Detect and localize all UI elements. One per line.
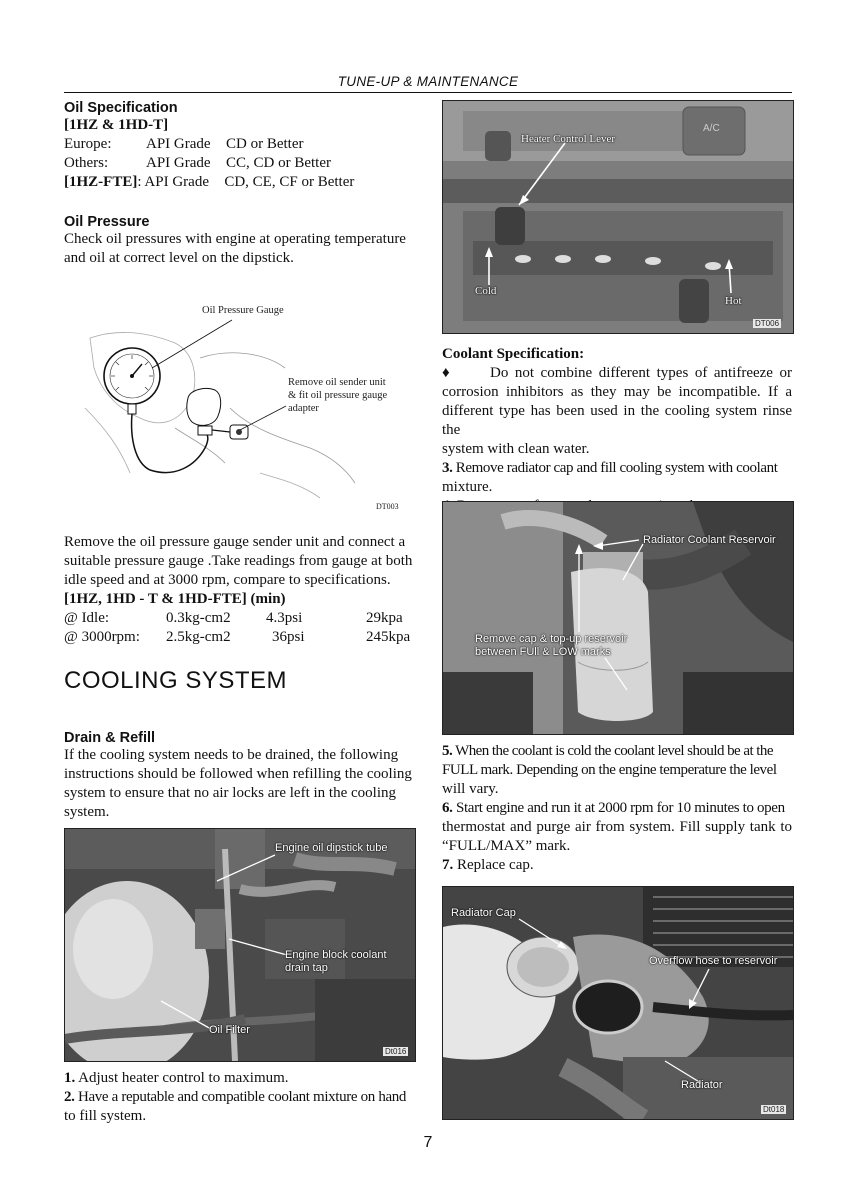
oil-spec-grade: API Grade [146, 136, 211, 152]
step-number: 5. [442, 743, 453, 759]
text-line: thermostat and purge air from system. Fill supply tank to [442, 819, 792, 835]
step-number: 2. [64, 1089, 75, 1105]
pressure-kpa: 245kpa [366, 629, 411, 645]
text-line: instructions should be followed when refilling the cooling [64, 766, 412, 782]
heater-control-photo [442, 100, 794, 334]
coolant-spec-section [442, 345, 792, 516]
step-number: 3. [442, 460, 453, 476]
oil-spec-grade: : API Grade [137, 174, 209, 190]
text-line: and oil at correct level on the dipstick. [64, 250, 294, 266]
text-line: system. [64, 804, 110, 820]
oil-spec-value: CD, CE, CF or Better [224, 174, 355, 190]
pressure-psi: 4.3psi [266, 610, 303, 626]
photo-id: Dt016 [385, 1047, 407, 1056]
photo-id: Dt018 [763, 1105, 785, 1114]
coolant-reservoir-photo [442, 501, 794, 735]
step-3 [442, 459, 792, 478]
oil-spec-grade: API Grade [146, 155, 211, 171]
page-number: 7 [423, 1134, 433, 1151]
photo-id: DT006 [755, 319, 780, 328]
label-oil-pressure-gauge: Oil Pressure Gauge [202, 305, 284, 316]
bullet-line [442, 364, 792, 383]
pressure-kpa: 29kpa [366, 610, 403, 626]
oil-spec-section [64, 100, 414, 192]
pressure-kg: 2.5kg-cm2 [166, 629, 231, 645]
label-overflow-hose: Overflow hose to reservoir [649, 955, 778, 967]
text-line: mixture. [442, 479, 493, 495]
text-line: If the cooling system needs to be drained, the following [64, 747, 399, 763]
drain-refill-section [64, 730, 414, 822]
label-ac: A/C [703, 123, 720, 134]
label-sender-unit [288, 376, 387, 415]
text-line: will vary. [442, 781, 499, 797]
step-1 [64, 1069, 414, 1088]
page-header-title: TUNE-UP & MAINTENANCE [337, 74, 519, 89]
pressure-row [64, 609, 414, 628]
step-text: Replace cap. [453, 857, 534, 873]
drain-refill-heading: Drain & Refill [64, 730, 156, 746]
bullet-icon: ♦ [442, 365, 450, 381]
step-text: Remove radiator cap and fill cooling system with coolant [452, 460, 778, 476]
cooling-system-title: COOLING SYSTEM [64, 667, 288, 694]
step-text: Have a reputable and compatible coolant mixture on hand [74, 1089, 407, 1105]
oil-pressure-diagram [80, 298, 400, 513]
step-number: 6. [442, 800, 453, 816]
text-line: Check oil pressures with engine at operating temperature [64, 231, 406, 247]
radiator-photo-image [443, 887, 793, 1119]
pressure-spec-heading: [1HZ, 1HD - T & 1HD-FTE] (min) [64, 591, 286, 607]
coolant-spec-text [442, 364, 792, 516]
step-6 [442, 799, 792, 818]
drain-refill-text [64, 746, 414, 822]
step-2-continued: to fill system. [64, 1108, 147, 1124]
label-line: Remove cap & top-up reservoir [475, 633, 628, 645]
header-divider [64, 92, 792, 93]
oil-spec-region: Europe: [64, 136, 112, 152]
text-line: Remove the oil pressure gauge sender unit and connect a [64, 534, 406, 550]
label-drain-tap [285, 949, 387, 975]
step-text: Start engine and run it at 2000 rpm for 10 minutes to open [452, 800, 785, 816]
oil-pressure-paragraph [64, 533, 414, 647]
diagram-id: DT003 [376, 502, 399, 511]
oil-spec-row [64, 173, 414, 192]
label-line: Remove oil sender unit [288, 377, 386, 388]
text-line: suitable pressure gauge .Take readings from gauge at both [64, 553, 413, 569]
text-line: “FULL/MAX” mark. [442, 838, 571, 854]
oil-spec-heading: Oil Specification [64, 100, 178, 116]
label-cold: Cold [475, 285, 497, 297]
label-radiator: Radiator [681, 1079, 723, 1091]
text-line: system with clean water. [442, 441, 590, 457]
oil-spec-value: CC, CD or Better [226, 155, 331, 171]
text-line: system to ensure that no air locks are left in the cooling [64, 785, 396, 801]
pressure-speed: @ Idle: [64, 610, 110, 626]
steps-right [442, 742, 792, 875]
label-line: & fit oil pressure gauge [288, 390, 388, 401]
oil-spec-value: CD or Better [226, 136, 304, 152]
label-line: adapter [288, 403, 319, 414]
label-line: Engine block coolant [285, 949, 387, 961]
label-heater-lever: Heater Control Lever [521, 133, 616, 145]
label-line: between FUll & LOW marks [475, 646, 611, 658]
label-line: drain tap [285, 962, 328, 974]
step-number: 1. [64, 1070, 76, 1086]
oil-pressure-section [64, 214, 414, 268]
step-7 [442, 856, 792, 875]
step-5 [442, 742, 792, 761]
pressure-psi: 36psi [272, 629, 305, 645]
steps-left [64, 1069, 414, 1126]
step-text: Adjust heater control to maximum. [75, 1070, 289, 1086]
text-line: FULL mark. Depending on the engine temperature the level [442, 762, 777, 778]
text-line: corrosion inhibitors as they may be incompatible. If a [442, 384, 792, 400]
oil-pressure-text [64, 230, 414, 268]
step-number: 7. [442, 857, 454, 873]
oil-spec-region: [1HZ-FTE] [64, 174, 138, 190]
label-dipstick-tube: Engine oil dipstick tube [275, 842, 388, 854]
radiator-cap-photo [442, 886, 794, 1120]
label-oil-filter: Oil Filter [209, 1024, 250, 1036]
step-text: When the coolant is cold the coolant level should be at the [452, 743, 773, 759]
pressure-row [64, 628, 414, 647]
oil-spec-row [64, 135, 414, 154]
oil-pressure-heading: Oil Pressure [64, 214, 150, 230]
engine-photo [64, 828, 416, 1062]
oil-spec-models: [1HZ & 1HD-T] [64, 117, 169, 133]
label-coolant-reservoir: Radiator Coolant Reservoir [643, 534, 776, 546]
label-radiator-cap: Radiator Cap [451, 907, 516, 919]
pressure-speed: @ 3000rpm: [64, 629, 140, 645]
label-top-up [475, 633, 627, 659]
coolant-spec-heading: Coolant Specification: [442, 346, 585, 362]
text-line: idle speed and at 3000 rpm, compare to specifications. [64, 572, 391, 588]
pressure-kg: 0.3kg-cm2 [166, 610, 231, 626]
label-hot: Hot [725, 295, 742, 307]
oil-spec-row [64, 154, 414, 173]
text-line: Do not combine different types of antifreeze or [490, 365, 792, 381]
text-line: different type has been used in the cooling system rinse the [442, 403, 792, 438]
step-2 [64, 1088, 414, 1107]
oil-spec-region: Others: [64, 155, 109, 171]
